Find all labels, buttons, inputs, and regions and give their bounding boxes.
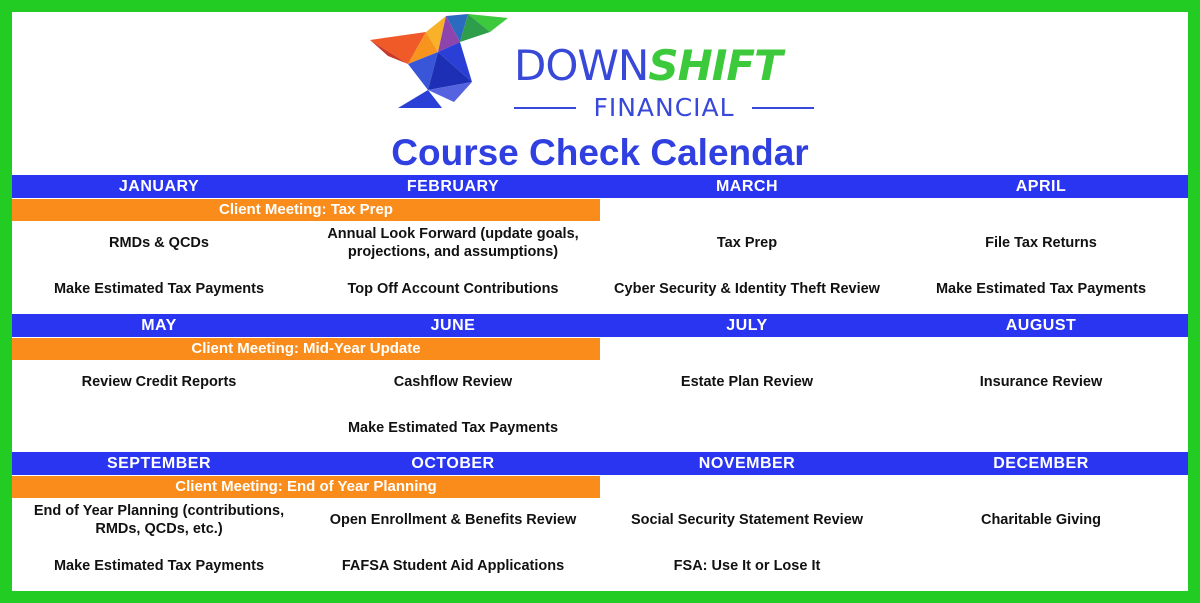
task-cell: Charitable Giving	[980, 512, 1102, 528]
page-title: Course Check Calendar	[391, 132, 809, 173]
bird-logo-icon	[368, 12, 528, 116]
task-cell	[894, 408, 1188, 448]
task-cell: File Tax Returns	[985, 235, 1097, 251]
task-cell	[894, 546, 1188, 586]
logo-text-down: DOWN	[514, 41, 649, 90]
client-meeting-banner: Client Meeting: Tax Prep	[12, 199, 600, 221]
task-cell: Cyber Security & Identity Theft Review	[614, 281, 880, 297]
month-label: JUNE	[430, 316, 476, 334]
calendar-grid	[12, 175, 1188, 591]
month-label: AUGUST	[1005, 316, 1077, 334]
task-cell	[600, 408, 894, 448]
month-label: MARCH	[715, 178, 779, 195]
logo-rule-left	[514, 107, 576, 109]
task-cell: Open Enrollment & Benefits Review	[329, 512, 577, 528]
month-label: MAY	[141, 316, 177, 334]
month-label: JULY	[726, 316, 768, 334]
logo	[368, 12, 824, 124]
task-cell: Insurance Review	[979, 373, 1103, 390]
quarter-3	[12, 452, 1188, 591]
month-label: NOVEMBER	[698, 455, 796, 472]
quarter-2	[12, 314, 1188, 453]
client-meeting-banner: Client Meeting: Mid-Year Update	[12, 338, 600, 360]
task-cell: Social Security Statement Review	[630, 512, 864, 528]
task-cell: FAFSA Student Aid Applications	[341, 558, 565, 574]
task-cell: Top Off Account Contributions	[347, 281, 559, 297]
task-cell: End of Year Planning (contributions, RMDs, QCDs, etc.)	[33, 503, 285, 537]
logo-text-shift: SHIFT	[648, 41, 782, 90]
logo-rule-right	[752, 107, 814, 109]
task-cell: Annual Look Forward (update goals, projections, and assumptions)	[327, 226, 579, 260]
task-cell: Make Estimated Tax Payments	[347, 419, 559, 436]
logo-subtitle: FINANCIAL	[593, 93, 735, 122]
month-label: OCTOBER	[411, 455, 495, 472]
task-cell: Make Estimated Tax Payments	[53, 558, 265, 574]
task-cell: Make Estimated Tax Payments	[935, 281, 1147, 297]
month-label: DECEMBER	[993, 455, 1089, 472]
calendar-frame	[12, 12, 1188, 591]
logo-wordmark	[514, 42, 782, 90]
quarter-1	[12, 175, 1188, 314]
month-label: FEBRUARY	[406, 178, 500, 195]
task-cell: FSA: Use It or Lose It	[673, 558, 821, 574]
client-meeting-banner: Client Meeting: End of Year Planning	[12, 476, 600, 498]
task-cell	[12, 408, 306, 448]
task-cell: Review Credit Reports	[81, 373, 237, 390]
task-cell: Cashflow Review	[393, 373, 513, 390]
task-cell: Estate Plan Review	[680, 373, 814, 390]
task-cell: RMDs & QCDs	[109, 235, 209, 251]
month-label: APRIL	[1015, 178, 1067, 195]
task-cell: Make Estimated Tax Payments	[53, 281, 265, 297]
month-label: SEPTEMBER	[106, 455, 212, 472]
task-cell: Tax Prep	[716, 235, 778, 251]
month-label: JANUARY	[118, 178, 200, 195]
